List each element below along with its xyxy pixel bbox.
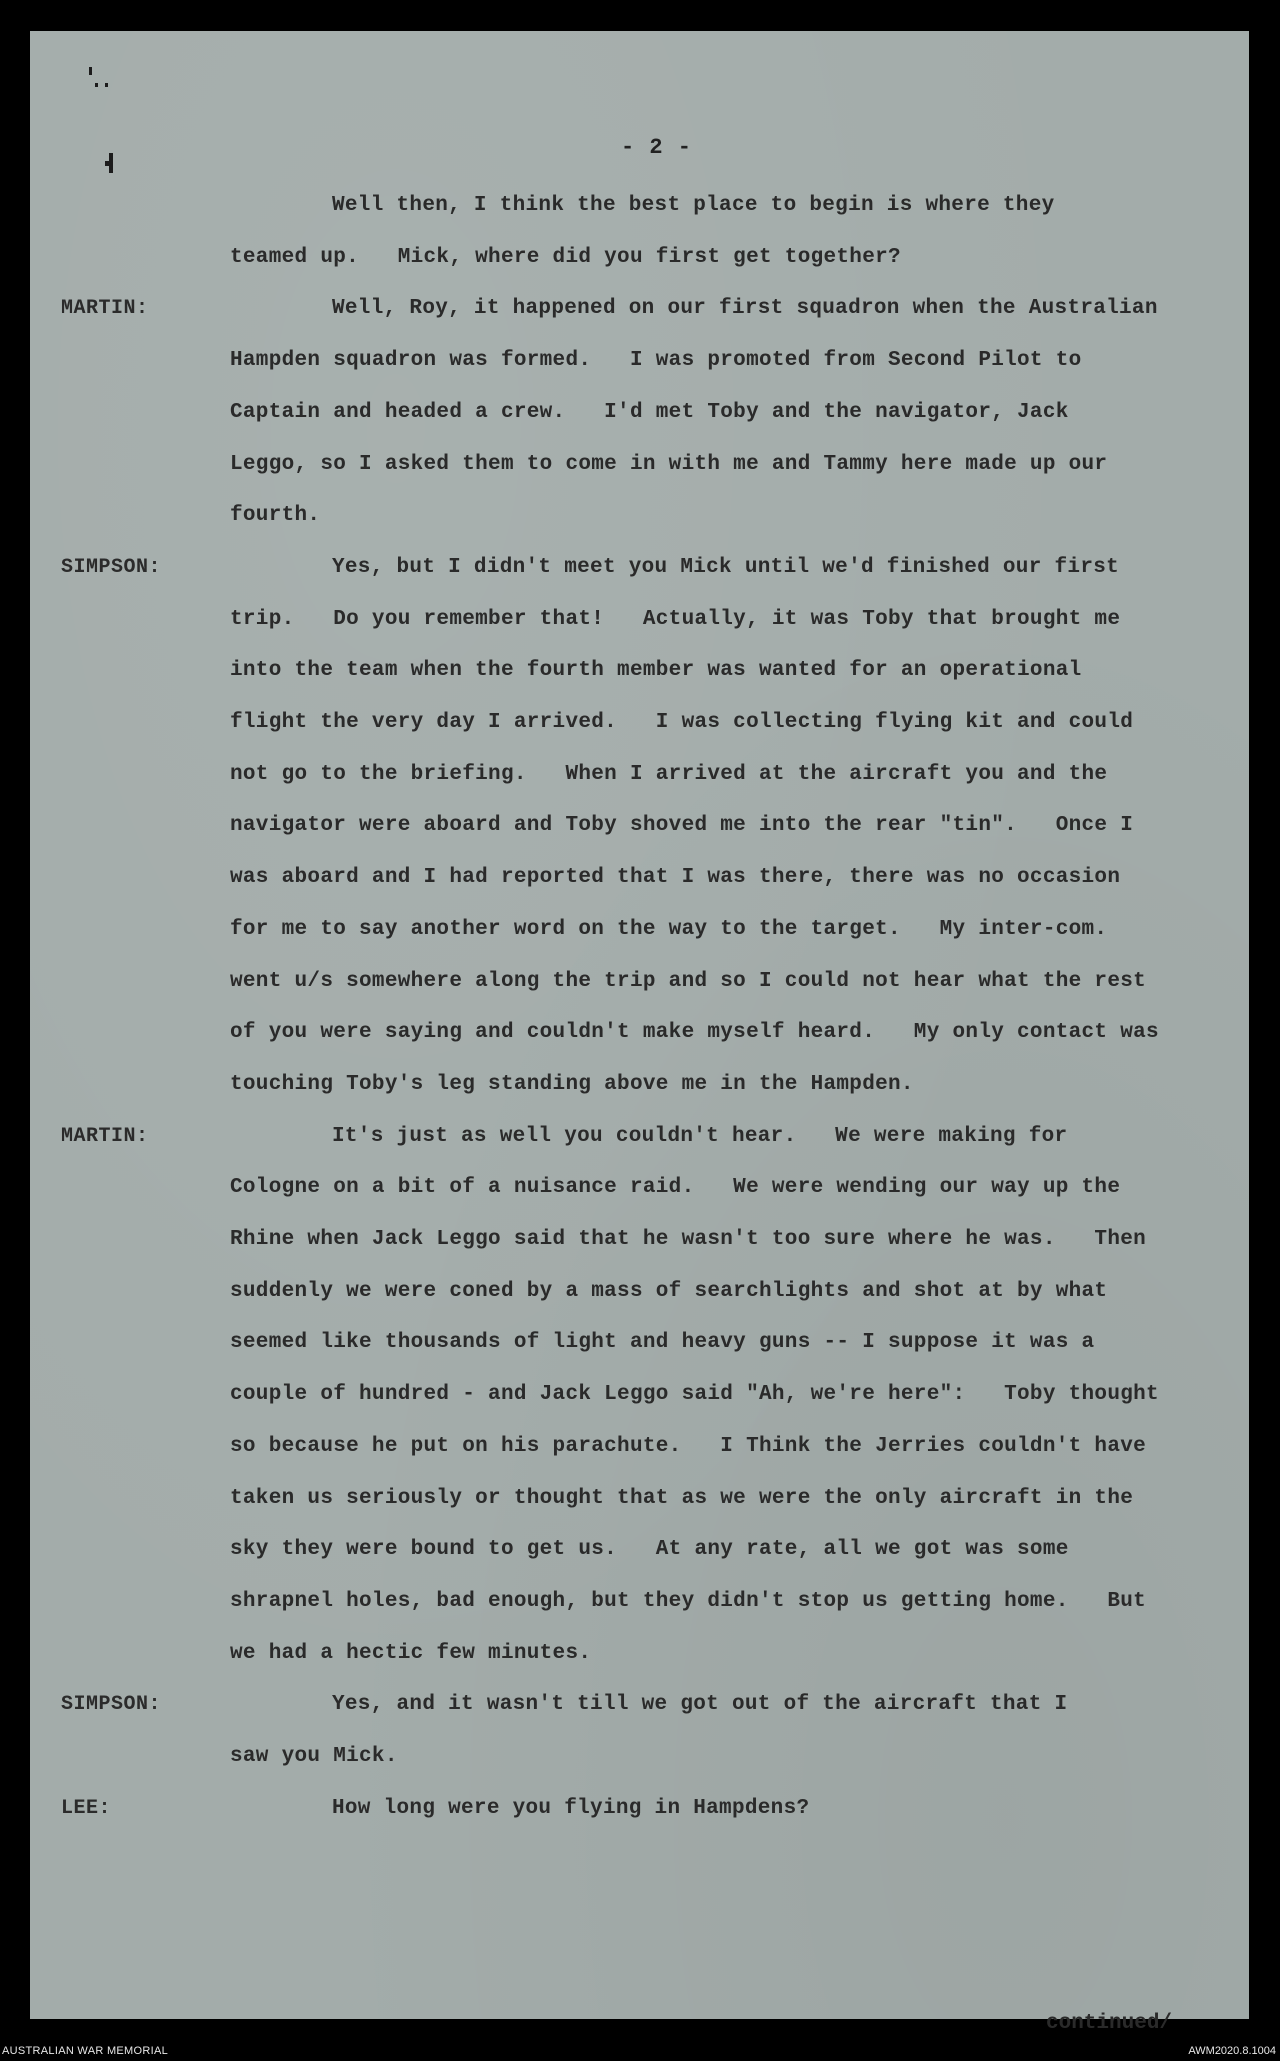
staple-mark	[105, 83, 108, 87]
transcript-line: Cologne on a bit of a nuisance raid. We were wending our way up the	[230, 1176, 1121, 1199]
transcript-line: sky they were bound to get us. At any rate, all we got was some	[230, 1538, 1069, 1561]
transcript-line: Leggo, so I asked them to come in with me and Tammy here made up our	[230, 453, 1108, 476]
transcript-line: teamed up. Mick, where did you first get together?	[230, 246, 901, 269]
transcript-line: shrapnel holes, bad enough, but they didn't stop us getting home. But	[230, 1590, 1147, 1613]
footer-institution: AUSTRALIAN WAR MEMORIAL	[2, 2045, 169, 2057]
transcript-line: Well, Roy, it happened on our first squadron when the Australian	[332, 297, 1158, 320]
transcript-line: Well then, I think the best place to begin is where they	[332, 194, 1055, 217]
transcript-line: we had a hectic few minutes.	[230, 1642, 592, 1665]
transcript-line: of you were saying and couldn't make myself heard. My only contact was	[230, 1021, 1159, 1044]
speaker-label: SIMPSON:	[61, 1693, 162, 1716]
transcript-line: How long were you flying in Hampdens?	[332, 1797, 810, 1820]
transcript-line: trip. Do you remember that! Actually, it was Toby that brought me	[230, 608, 1121, 631]
transcript-line: navigator were aboard and Toby shoved me into the rear "tin". Once I	[230, 814, 1134, 837]
transcript-line: touching Toby's leg standing above me in the Hampden.	[230, 1073, 914, 1096]
staple-mark	[105, 161, 110, 166]
transcript-line: suddenly we were coned by a mass of searchlights and shot at by what	[230, 1280, 1108, 1303]
transcript-line: flight the very day I arrived. I was collecting flying kit and could	[230, 711, 1134, 734]
transcript-line: Captain and headed a crew. I'd met Toby and the navigator, Jack	[230, 401, 1069, 424]
transcript-line: so because he put on his parachute. I Think the Jerries couldn't have	[230, 1435, 1147, 1458]
transcript-line: Rhine when Jack Leggo said that he wasn't too sure where he was. Then	[230, 1228, 1147, 1251]
transcript-line: for me to say another word on the way to the target. My inter-com.	[230, 918, 1108, 941]
speaker-label: LEE:	[61, 1797, 112, 1820]
transcript-line: went u/s somewhere along the trip and so I could not hear what the rest	[230, 970, 1147, 993]
transcript-line: seemed like thousands of light and heavy guns -- I suppose it was a	[230, 1331, 1095, 1354]
staple-mark	[95, 83, 98, 87]
speaker-label: MARTIN:	[61, 1125, 149, 1148]
transcript-line: was aboard and I had reported that I was there, there was no occasion	[230, 866, 1121, 889]
transcript-line: not go to the briefing. When I arrived at the aircraft you and the	[230, 763, 1108, 786]
continued-marker: continued/	[1046, 2012, 1173, 2035]
transcript-line: into the team when the fourth member was wanted for an operational	[230, 659, 1082, 682]
transcript-line: taken us seriously or thought that as we were the only aircraft in the	[230, 1487, 1134, 1510]
staple-mark	[89, 67, 92, 75]
document-page	[30, 31, 1249, 2035]
page-number: - 2 -	[620, 135, 692, 160]
transcript-line: Yes, but I didn't meet you Mick until we'd finished our first	[332, 556, 1120, 579]
speaker-label: SIMPSON:	[61, 556, 162, 579]
transcript-line: It's just as well you couldn't hear. We were making for	[332, 1125, 1068, 1148]
transcript-line: fourth.	[230, 504, 321, 527]
transcript-line: Hampden squadron was formed. I was promoted from Second Pilot to	[230, 349, 1082, 372]
transcript-line: saw you Mick.	[230, 1745, 398, 1768]
footer-reference: AWM2020.8.1004	[1188, 2045, 1276, 2057]
transcript-line: couple of hundred - and Jack Leggo said "Ah, we're here": Toby thought	[230, 1383, 1159, 1406]
speaker-label: MARTIN:	[61, 297, 149, 320]
transcript-line: Yes, and it wasn't till we got out of the aircraft that I	[332, 1693, 1068, 1716]
